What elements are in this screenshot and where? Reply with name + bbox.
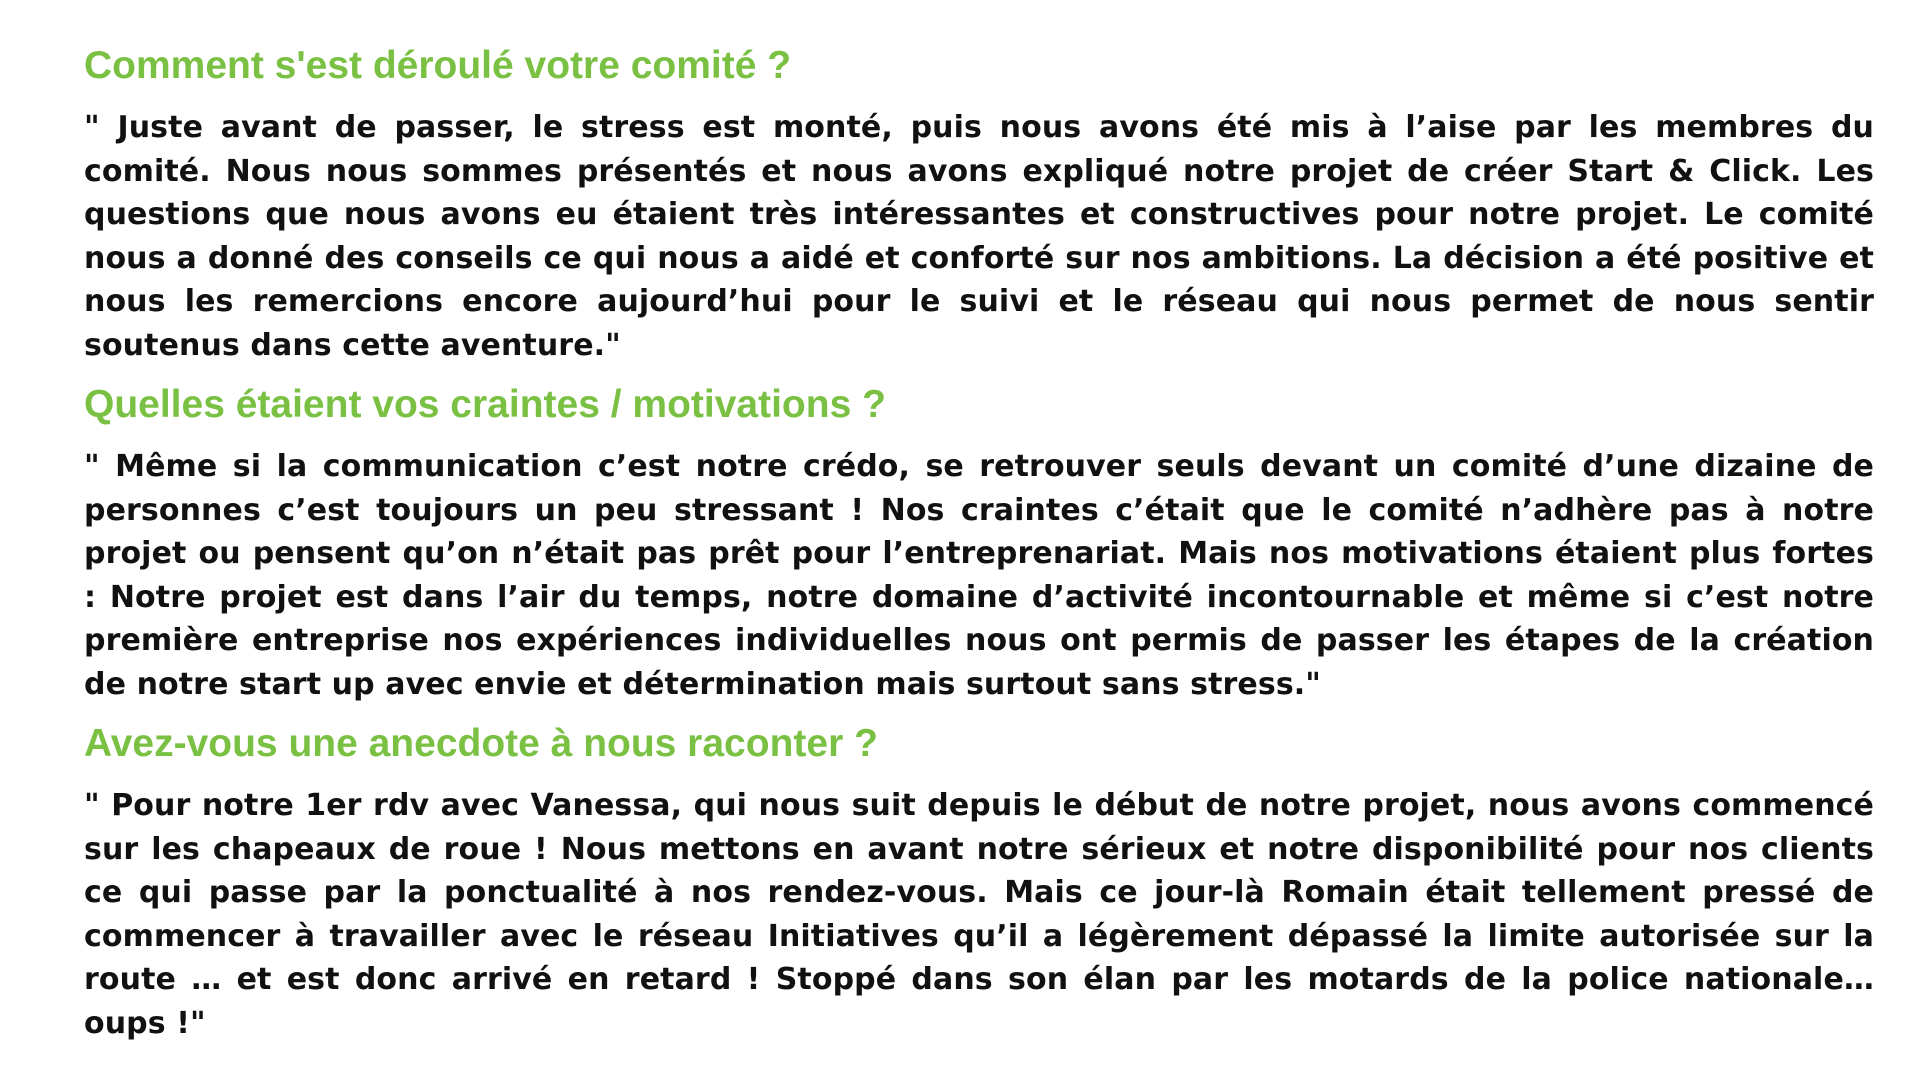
answer-paragraph: " Juste avant de passer, le stress est monté, puis nous avons été mis à l’aise par les membres du comité. Nous nous sommes présentés et nous avons expliqué notre projet de créer Start & Click. Les questions que nous avons eu étaient très intéressantes et constructives pour notre projet. Le comité nous a donné des conseils ce qui nous a aidé et conforté sur nos ambitions. La décision a été positive et nous les remercions encore aujourd’hui pour le suivi et le réseau qui nous permet de nous sentir soutenus dans cette aventure."	[84, 110, 1874, 363]
section-comite	[84, 40, 1874, 367]
question-heading: Quelles étaient vos craintes / motivations ?	[84, 383, 886, 426]
section-anecdote	[84, 718, 1874, 1045]
interview-document	[84, 40, 1874, 1057]
answer-paragraph: " Pour notre 1er rdv avec Vanessa, qui nous suit depuis le début de notre projet, nous avons commencé sur les chapeaux de roue ! Nous mettons en avant notre sérieux et notre disponibilité pour nos clients ce qui passe par la ponctualité à nos rendez-vous. Mais ce jour-là Romain était tellement pressé de commencer à travailler avec le réseau Initiatives qu’il a légèrement dépassé la limite autorisée sur la route … et est donc arrivé en retard ! Stoppé dans son élan par les motards de la police nationale… oups !"	[84, 788, 1874, 1041]
question-heading: Avez-vous une anecdote à nous raconter ?	[84, 722, 878, 765]
section-craintes-motivations	[84, 379, 1874, 706]
answer-paragraph: " Même si la communication c’est notre crédo, se retrouver seuls devant un comité d’une dizaine de personnes c’est toujours un peu stressant ! Nos craintes c’était que le comité n’adhère pas à notre projet ou pensent qu’on n’était pas prêt pour l’entreprenariat. Mais nos motivations étaient plus fortes : Notre projet est dans l’air du temps, notre domaine d’activité incontournable et même si c’est notre première entreprise nos expériences individuelles nous ont permis de passer les étapes de la création de notre start up avec envie et détermination mais surtout sans stress."	[84, 449, 1874, 702]
question-heading: Comment s'est déroulé votre comité ?	[84, 44, 792, 87]
